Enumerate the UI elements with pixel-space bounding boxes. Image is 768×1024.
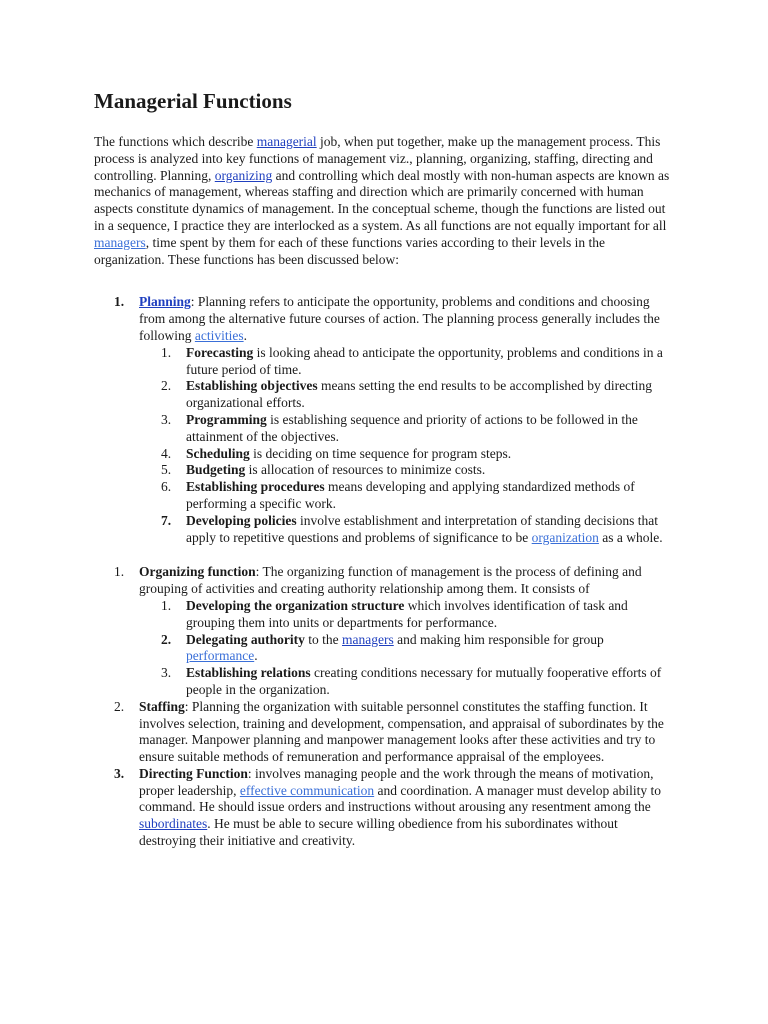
- list-number: 1.: [114, 564, 125, 580]
- sub-number: 6.: [161, 479, 172, 495]
- directing-term: Directing Function: [139, 765, 248, 781]
- sub-text: to the: [304, 631, 342, 647]
- planning-sublist: [139, 345, 678, 547]
- organizing-term: Organizing function: [139, 564, 256, 580]
- planning-list: [94, 294, 678, 546]
- sub-number: 7.: [161, 512, 172, 528]
- list-item-organizing: [94, 564, 678, 698]
- sub-term: Establishing relations: [186, 665, 311, 681]
- list-item-planning: [94, 294, 678, 546]
- sub-text: involve establishment and interpretation of standing decisions that apply to repetitive questions and problems of significance to be: [186, 512, 659, 545]
- document-page: [94, 88, 678, 850]
- sub-number: 1.: [161, 344, 172, 360]
- list-item-staffing: [94, 699, 678, 766]
- list-number: 2.: [114, 698, 125, 714]
- intro-text-1: The functions which describe: [94, 134, 257, 149]
- page-title: Managerial Functions: [94, 89, 292, 113]
- intro-text-4: , time spent by them for each of these functions varies according to their levels in the organization. These functions has been discussed below:: [94, 234, 605, 267]
- performance-link[interactable]: performance: [186, 648, 255, 664]
- sub-text: is establishing sequence and priority of actions to be followed in the attainment of the objectives.: [186, 411, 638, 444]
- sub-text: which involves identification of task and grouping them into units or departments for performance.: [186, 597, 628, 630]
- sub-text-tail: .: [254, 648, 258, 664]
- directing-text-1: : involves managing people and the work through the means of motivation, proper leadership,: [139, 765, 654, 798]
- sub-number: 1.: [161, 597, 172, 613]
- sub-item-delegating: [94, 632, 678, 666]
- organizing-sublist: [139, 598, 678, 699]
- sub-item-structure: [94, 598, 678, 632]
- list-item-directing: [94, 766, 678, 850]
- staffing-text: : Planning the organization with suitable personnel constitutes the staffing function. It involves selection, training and development, compensation, and appraisal of subordinates by the manager. Manpower planning and manpower management looks after these activities and try to ensure suitable methods of remuneration and performance appraisal of the employees.: [139, 698, 664, 765]
- planning-text: : Planning refers to anticipate the opportunity, problems and conditions and choosing from among the alternative future courses of action. The planning process generally includes the following: [139, 294, 660, 343]
- sub-text: creating conditions necessary for mutually fooperative efforts of people in the organization.: [186, 665, 662, 697]
- sub-text: is allocation of resources to minimize costs.: [245, 462, 486, 478]
- organization-link[interactable]: organization: [531, 529, 599, 545]
- subordinates-link[interactable]: subordinates: [139, 816, 208, 832]
- list-number: 1.: [114, 294, 125, 310]
- activities-link[interactable]: activities: [194, 327, 244, 343]
- organizing-link[interactable]: organizing: [214, 167, 273, 183]
- sub-term: Developing policies: [186, 512, 297, 528]
- managers-link[interactable]: managers: [94, 234, 146, 250]
- directing-text-2: and coordination. A manager must develop ability to command. He should issue orders and instructions without arousing any resentment among the: [139, 782, 661, 815]
- sub-item-policies: [94, 513, 678, 547]
- sub-text: is looking ahead to anticipate the opportunity, problems and conditions in a future period of time.: [186, 344, 663, 377]
- sub-text-tail: as a whole.: [598, 529, 663, 545]
- managers-link-2[interactable]: managers: [342, 631, 394, 647]
- sub-text: means developing and applying standardized methods of performing a specific work.: [186, 479, 635, 511]
- directing-text-3: . He must be able to secure willing obedience from his subordinates without destroying their initiative and creativity.: [139, 816, 618, 849]
- sub-term: Programming: [186, 411, 267, 427]
- staffing-term: Staffing: [139, 698, 185, 714]
- sub-item-forecasting: [94, 345, 678, 379]
- sub-text: means setting the end results to be accomplished by directing organizational efforts.: [186, 378, 653, 411]
- sub-number: 5.: [161, 462, 172, 478]
- sub-term: Budgeting: [186, 462, 246, 478]
- sub-number: 3.: [161, 411, 172, 427]
- functions-list: [94, 564, 678, 850]
- sub-term: Forecasting: [186, 344, 254, 360]
- sub-number: 2.: [161, 631, 172, 647]
- intro-text-2: job, when put together, make up the management process. This process is analyzed into key functions of management viz., planning, organizing, staffing, directing and controlling. Planning,: [94, 134, 661, 183]
- sub-item-procedures: [94, 479, 678, 513]
- sub-number: 2.: [161, 378, 172, 394]
- sub-item-programming: [94, 412, 678, 446]
- sub-term: Establishing objectives: [186, 378, 318, 394]
- sub-item-objectives: [94, 378, 678, 412]
- sub-term: Delegating authority: [186, 631, 305, 647]
- intro-text-3: and controlling which deal mostly with non-human aspects are known as mechanics of management, whereas staffing and direction which are primarily concerned with human aspects constitute dynamics of management. In the conceptual scheme, though the functions are listed out in a sequence, I practice they are interlocked as a system. As all functions are not equally important for all: [94, 167, 670, 233]
- planning-text-tail: .: [243, 327, 247, 343]
- sub-number: 4.: [161, 445, 172, 461]
- sub-item-budgeting: [94, 462, 678, 479]
- planning-link[interactable]: Planning: [139, 294, 191, 310]
- sub-text-mid: and making him responsible for group: [393, 631, 604, 647]
- sub-item-relations: [94, 665, 678, 699]
- list-number: 3.: [114, 765, 125, 781]
- sub-text: is deciding on time sequence for program steps.: [249, 445, 512, 461]
- effective-communication-link[interactable]: effective communication: [239, 782, 375, 798]
- managerial-link[interactable]: managerial: [256, 134, 317, 149]
- organizing-text: : The organizing function of management is the process of defining and grouping of activities and creating authority relationship among them. It consists of: [139, 564, 642, 597]
- sub-number: 3.: [161, 665, 172, 681]
- sub-item-scheduling: [94, 446, 678, 463]
- sub-term: Establishing procedures: [186, 479, 325, 495]
- intro-paragraph: [94, 134, 678, 268]
- sub-term: Developing the organization structure: [186, 597, 405, 613]
- sub-term: Scheduling: [186, 445, 250, 461]
